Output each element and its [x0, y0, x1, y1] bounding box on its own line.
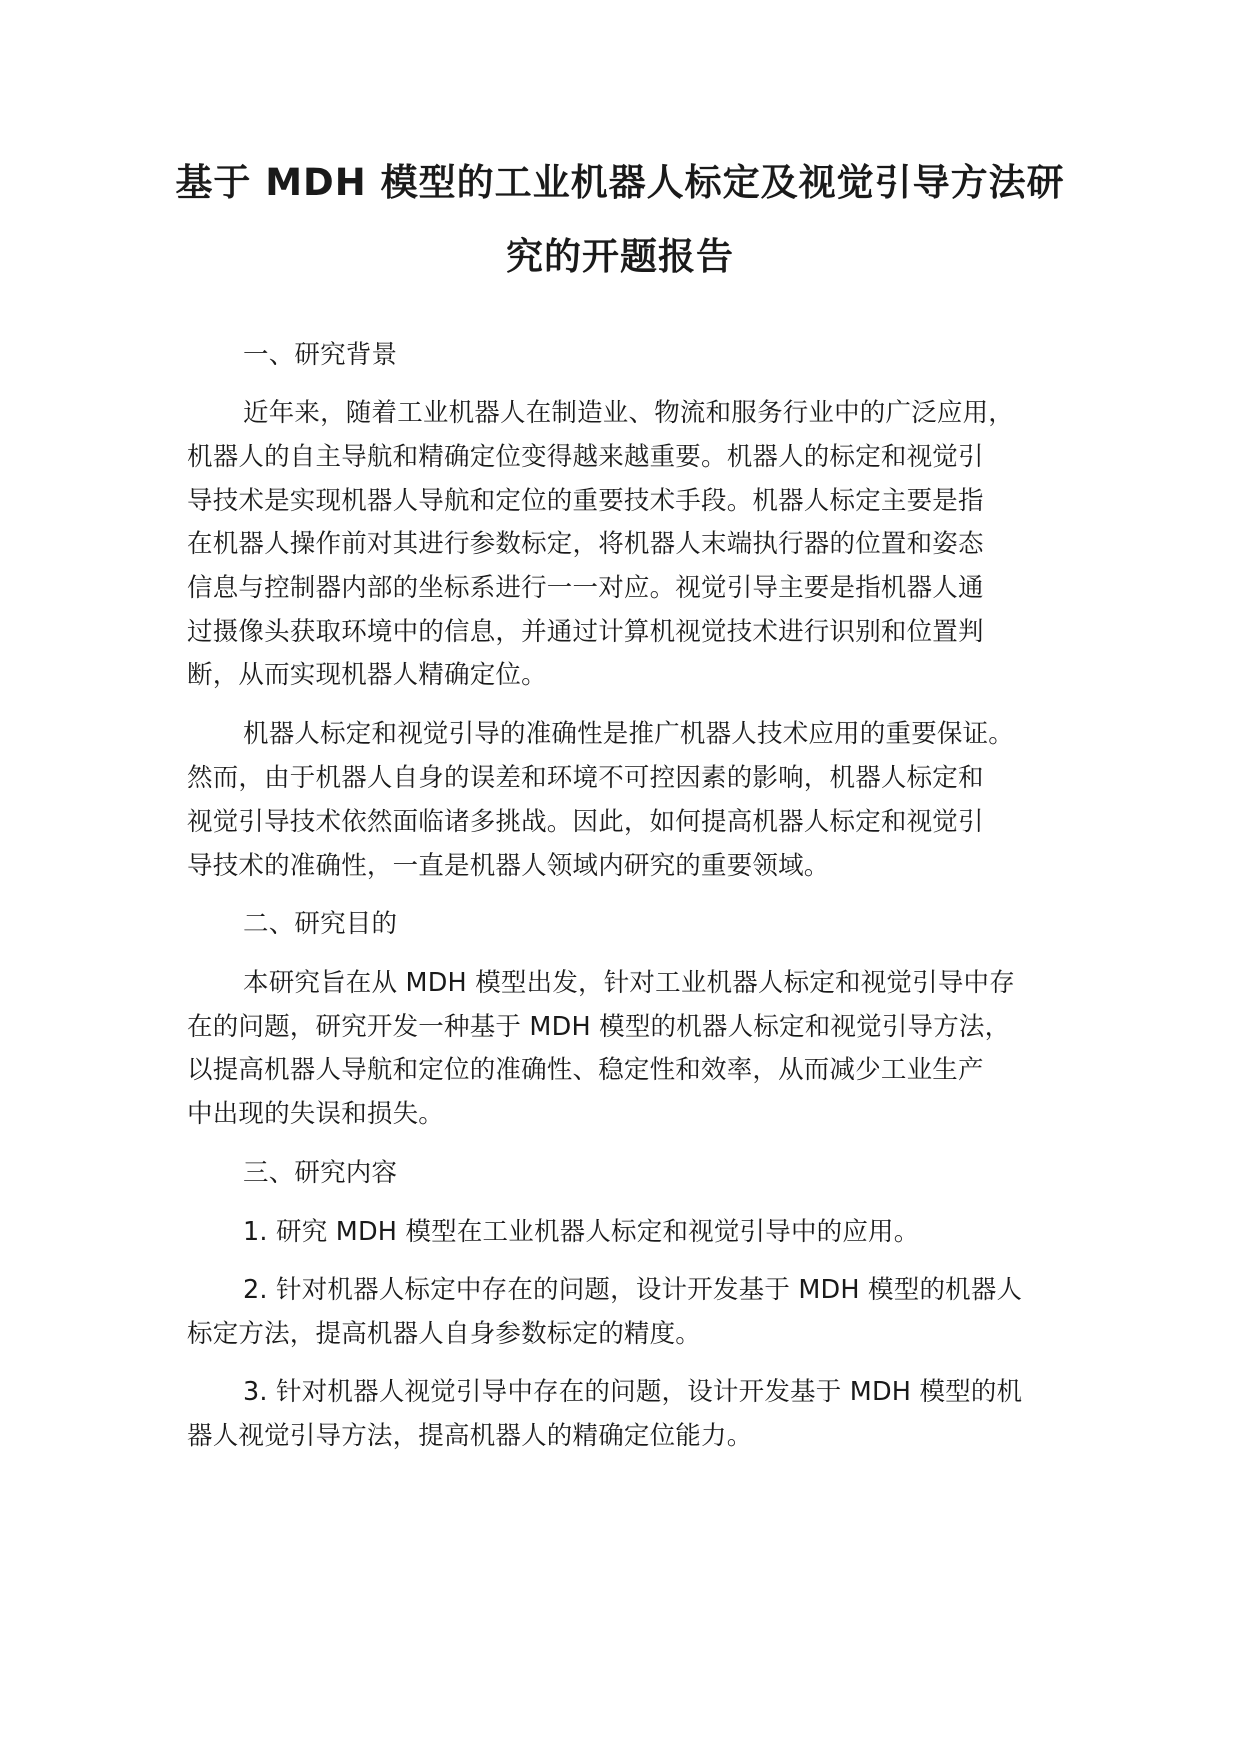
- section-heading-background: 一、研究背景: [243, 340, 398, 370]
- paragraph-line: 导技术是实现机器人导航和定位的重要技术手段。机器人标定主要是指: [187, 486, 984, 516]
- list-item-line: 标定方法，提高机器人自身参数标定的精度。: [187, 1319, 702, 1349]
- document-title-line-1: 基于 MDH 模型的工业机器人标定及视觉引导方法研: [175, 161, 1065, 204]
- list-item-line: 2. 针对机器人标定中存在的问题，设计开发基于 MDH 模型的机器人: [243, 1275, 1023, 1305]
- paragraph-line: 导技术的准确性，一直是机器人领域内研究的重要领域。: [187, 851, 830, 881]
- paragraph-line: 断，从而实现机器人精确定位。: [187, 660, 547, 690]
- document-title-line-2: 究的开题报告: [506, 235, 734, 278]
- list-item-line: 3. 针对机器人视觉引导中存在的问题，设计开发基于 MDH 模型的机: [243, 1377, 1023, 1407]
- section-heading-purpose: 二、研究目的: [243, 909, 398, 939]
- paragraph-line: 过摄像头获取环境中的信息，并通过计算机视觉技术进行识别和位置判: [187, 617, 984, 647]
- list-item-line: 器人视觉引导方法，提高机器人的精确定位能力。: [187, 1421, 753, 1451]
- paragraph-line: 然而，由于机器人自身的误差和环境不可控因素的影响，机器人标定和: [187, 763, 984, 793]
- section-heading-content: 三、研究内容: [243, 1158, 398, 1188]
- paragraph-line: 在机器人操作前对其进行参数标定，将机器人末端执行器的位置和姿态: [187, 529, 984, 559]
- paragraph-line: 机器人标定和视觉引导的准确性是推广机器人技术应用的重要保证。: [243, 719, 1015, 749]
- paragraph-line: 在的问题，研究开发一种基于 MDH 模型的机器人标定和视觉引导方法，: [187, 1012, 1011, 1042]
- paragraph-line: 视觉引导技术依然面临诸多挑战。因此，如何提高机器人标定和视觉引: [187, 807, 984, 837]
- paragraph-line: 信息与控制器内部的坐标系进行一一对应。视觉引导主要是指机器人通: [187, 573, 984, 603]
- paragraph-line: 机器人的自主导航和精确定位变得越来越重要。机器人的标定和视觉引: [187, 442, 984, 472]
- list-item-line: 1. 研究 MDH 模型在工业机器人标定和视觉引导中的应用。: [243, 1217, 920, 1247]
- paragraph-line: 以提高机器人导航和定位的准确性、稳定性和效率，从而减少工业生产: [187, 1055, 984, 1085]
- paragraph-line: 本研究旨在从 MDH 模型出发，针对工业机器人标定和视觉引导中存: [243, 968, 1015, 998]
- paragraph-line: 中出现的失误和损失。: [187, 1099, 445, 1129]
- paragraph-line: 近年来，随着工业机器人在制造业、物流和服务行业中的广泛应用，: [243, 398, 1015, 428]
